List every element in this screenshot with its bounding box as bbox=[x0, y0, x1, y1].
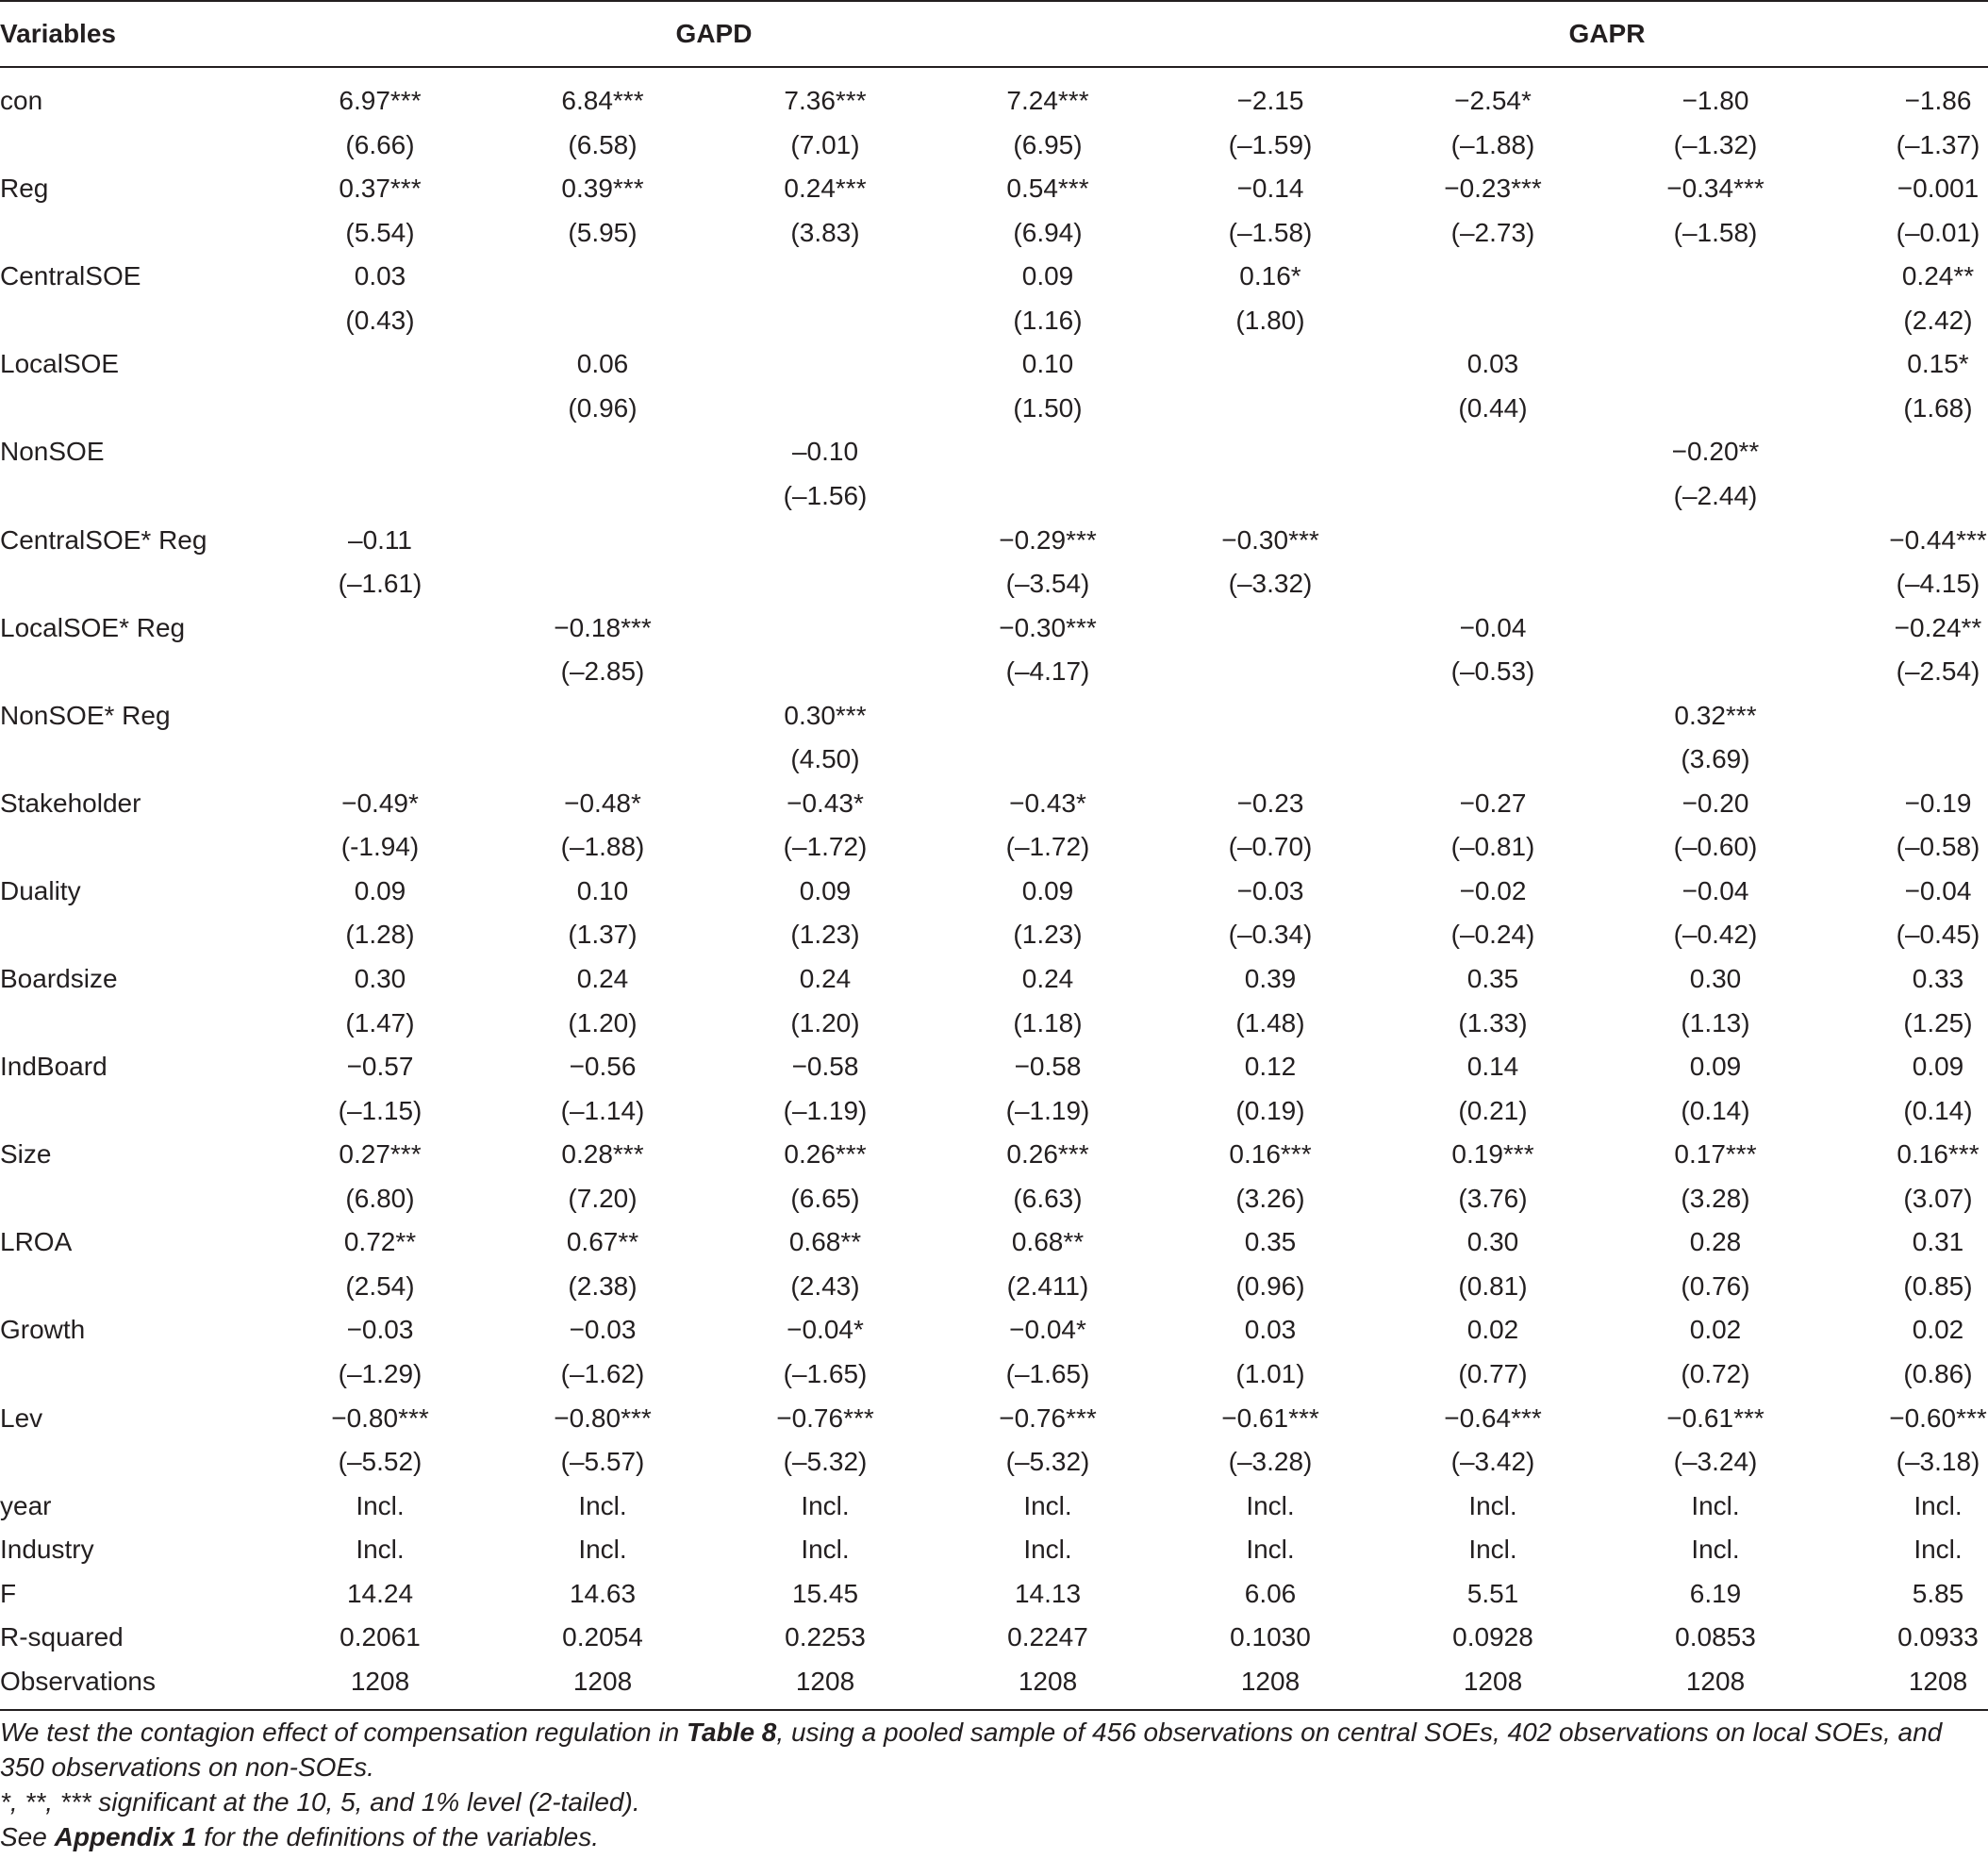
header-gapr: GAPR bbox=[1568, 19, 1646, 48]
t-stat-cell: (1.13) bbox=[1681, 1007, 1750, 1037]
coefficient-cell: −0.30*** bbox=[999, 612, 1097, 642]
t-stat-cell: (–2.85) bbox=[560, 656, 645, 687]
t-stat-cell: (1.23) bbox=[790, 920, 860, 950]
t-stat-cell: (0.19) bbox=[1235, 1095, 1305, 1125]
t-stat-cell: (0.85) bbox=[1903, 1270, 1973, 1301]
t-stat-cell: (1.01) bbox=[1235, 1358, 1305, 1388]
row-label: year bbox=[0, 1490, 52, 1520]
coefficient-cell: −0.03 bbox=[1236, 875, 1304, 905]
t-stat-cell: (–0.34) bbox=[1228, 920, 1313, 950]
row-label: NonSOE* Reg bbox=[0, 700, 171, 730]
t-stat-cell: (0.14) bbox=[1681, 1095, 1750, 1125]
t-stat-cell: (1.23) bbox=[1013, 920, 1083, 950]
t-stat-cell: (3.83) bbox=[790, 217, 860, 247]
coefficient-cell: −0.27 bbox=[1459, 788, 1527, 818]
coefficient-cell: Incl. bbox=[801, 1535, 850, 1565]
t-stat-cell: (–4.17) bbox=[1005, 656, 1090, 687]
coefficient-cell: 0.03 bbox=[1466, 349, 1519, 379]
coefficient-cell: −0.34*** bbox=[1666, 174, 1764, 204]
t-stat-cell: (0.96) bbox=[568, 392, 638, 423]
t-stat-cell: (1.37) bbox=[568, 920, 638, 950]
t-stat-cell: (3.69) bbox=[1681, 744, 1750, 774]
coefficient-cell: −0.43* bbox=[1009, 788, 1086, 818]
coefficient-cell: 0.0928 bbox=[1452, 1622, 1533, 1652]
t-stat-cell: (3.28) bbox=[1681, 1183, 1750, 1213]
coefficient-cell: 0.02 bbox=[1689, 1315, 1742, 1345]
coefficient-cell: 0.67** bbox=[566, 1227, 639, 1257]
coefficient-cell: 0.26*** bbox=[1006, 1139, 1089, 1170]
coefficient-cell: 6.19 bbox=[1689, 1578, 1742, 1608]
row-label: Reg bbox=[0, 174, 49, 204]
coefficient-cell: 6.97*** bbox=[339, 86, 422, 115]
coefficient-cell: 0.35 bbox=[1466, 964, 1519, 993]
coefficient-cell: 0.2054 bbox=[562, 1622, 643, 1652]
coefficient-cell: −1.86 bbox=[1904, 86, 1972, 115]
coefficient-cell: 0.19*** bbox=[1451, 1139, 1534, 1170]
footnote-appendix-text-b: for the definitions of the variables. bbox=[196, 1822, 599, 1851]
coefficient-cell: 0.17*** bbox=[1674, 1139, 1757, 1170]
t-stat-cell: (–1.88) bbox=[560, 832, 645, 862]
coefficient-cell: −0.20 bbox=[1682, 788, 1749, 818]
coefficient-cell: 0.72** bbox=[343, 1227, 417, 1257]
t-stat-cell: (–0.42) bbox=[1673, 920, 1758, 950]
footnote-appendix-text-a: See bbox=[0, 1822, 55, 1851]
coefficient-cell: 5.85 bbox=[1912, 1578, 1964, 1608]
t-stat-cell: (–2.54) bbox=[1896, 656, 1980, 687]
coefficient-cell: −0.24** bbox=[1894, 612, 1982, 642]
coefficient-cell: 0.09 bbox=[1689, 1052, 1742, 1082]
t-stat-cell: (–1.29) bbox=[338, 1358, 422, 1388]
t-stat-cell: (–2.44) bbox=[1673, 480, 1758, 510]
t-stat-cell: (1.28) bbox=[345, 920, 415, 950]
coefficient-cell: −0.48* bbox=[564, 788, 641, 818]
t-stat-cell: (5.95) bbox=[568, 217, 638, 247]
coefficient-cell: 1208 bbox=[1240, 1666, 1300, 1696]
t-stat-cell: (–3.18) bbox=[1896, 1447, 1980, 1477]
t-stat-cell: (2.38) bbox=[568, 1270, 638, 1301]
coefficient-cell: 6.06 bbox=[1244, 1578, 1297, 1608]
row-label: LocalSOE bbox=[0, 349, 120, 379]
coefficient-cell: −0.14 bbox=[1236, 174, 1304, 204]
t-stat-cell: (6.80) bbox=[345, 1183, 415, 1213]
coefficient-cell: Incl. bbox=[1913, 1490, 1963, 1520]
t-stat-cell: (–3.54) bbox=[1005, 569, 1090, 599]
t-stat-cell: (3.76) bbox=[1458, 1183, 1528, 1213]
coefficient-cell: 0.0853 bbox=[1675, 1622, 1756, 1652]
coefficient-cell: −0.80*** bbox=[554, 1403, 652, 1433]
coefficient-cell: 0.16*** bbox=[1229, 1139, 1312, 1170]
t-stat-cell: (0.14) bbox=[1903, 1095, 1973, 1125]
coefficient-cell: 0.15* bbox=[1907, 349, 1969, 379]
coefficient-cell: 0.16*** bbox=[1897, 1139, 1980, 1170]
t-stat-cell: (1.47) bbox=[345, 1007, 415, 1037]
coefficient-cell: −0.30*** bbox=[1221, 524, 1319, 555]
coefficient-cell: 1208 bbox=[1908, 1666, 1968, 1696]
t-stat-cell: (0.43) bbox=[345, 305, 415, 335]
coefficient-cell: −0.19 bbox=[1904, 788, 1972, 818]
t-stat-cell: (–3.28) bbox=[1228, 1447, 1313, 1477]
t-stat-cell: (–1.14) bbox=[560, 1095, 645, 1125]
t-stat-cell: (2.54) bbox=[345, 1270, 415, 1301]
coefficient-cell: Incl. bbox=[578, 1490, 627, 1520]
t-stat-cell: (–0.53) bbox=[1450, 656, 1535, 687]
coefficient-cell: Incl. bbox=[1023, 1535, 1072, 1565]
row-label: con bbox=[0, 86, 43, 115]
coefficient-cell: 14.24 bbox=[346, 1578, 414, 1608]
t-stat-cell: (–1.37) bbox=[1896, 129, 1980, 159]
t-stat-cell: (1.25) bbox=[1903, 1007, 1973, 1037]
coefficient-cell: 0.03 bbox=[1244, 1315, 1297, 1345]
t-stat-cell: (1.18) bbox=[1013, 1007, 1083, 1037]
header-gapd: GAPD bbox=[675, 19, 753, 48]
t-stat-cell: (0.77) bbox=[1458, 1358, 1528, 1388]
coefficient-cell: 0.39 bbox=[1244, 964, 1297, 993]
row-label: NonSOE bbox=[0, 437, 105, 467]
coefficient-cell: 0.54*** bbox=[1006, 174, 1089, 204]
t-stat-cell: (–0.01) bbox=[1896, 217, 1980, 247]
coefficient-cell: 0.31 bbox=[1912, 1227, 1964, 1257]
row-label: Boardsize bbox=[0, 964, 118, 993]
coefficient-cell: 1208 bbox=[795, 1666, 855, 1696]
coefficient-cell: −2.54* bbox=[1454, 86, 1532, 115]
t-stat-cell: (1.48) bbox=[1235, 1007, 1305, 1037]
footnote-sample bbox=[0, 1715, 1980, 1784]
t-stat-cell: (1.68) bbox=[1903, 392, 1973, 423]
coefficient-cell: 6.84*** bbox=[561, 86, 644, 115]
coefficient-cell: Incl. bbox=[801, 1490, 850, 1520]
t-stat-cell: (–1.88) bbox=[1450, 129, 1535, 159]
coefficient-cell: 0.1030 bbox=[1230, 1622, 1311, 1652]
coefficient-cell: −0.04* bbox=[1009, 1315, 1086, 1345]
t-stat-cell: (6.58) bbox=[568, 129, 638, 159]
coefficient-cell: 0.26*** bbox=[784, 1139, 867, 1170]
coefficient-cell: 0.24*** bbox=[784, 174, 867, 204]
t-stat-cell: (–1.19) bbox=[1005, 1095, 1090, 1125]
coefficient-cell: −0.43* bbox=[787, 788, 864, 818]
coefficient-cell: −0.04 bbox=[1459, 612, 1527, 642]
coefficient-cell: 0.2061 bbox=[340, 1622, 421, 1652]
t-stat-cell: (–0.58) bbox=[1896, 832, 1980, 862]
coefficient-cell: −0.02 bbox=[1459, 875, 1527, 905]
coefficient-cell: −0.04 bbox=[1904, 875, 1972, 905]
table-footnotes bbox=[0, 1715, 1980, 1854]
t-stat-cell: (–0.45) bbox=[1896, 920, 1980, 950]
coefficient-cell: 0.33 bbox=[1912, 964, 1964, 993]
coefficient-cell: −0.61*** bbox=[1221, 1403, 1319, 1433]
footnote-appendix-ref[interactable]: Appendix 1 bbox=[54, 1822, 197, 1851]
t-stat-cell: (–0.81) bbox=[1450, 832, 1535, 862]
footnote-sample-text-b: , using a pooled sample of 456 observations on central SOEs, 402 observations on local SOEs, and 350 observations on non-SOEs. bbox=[0, 1718, 1943, 1782]
t-stat-cell: (7.20) bbox=[568, 1183, 638, 1213]
coefficient-cell: 0.30 bbox=[1466, 1227, 1519, 1257]
row-label: Growth bbox=[0, 1315, 86, 1345]
coefficient-cell: 0.27*** bbox=[339, 1139, 422, 1170]
t-stat-cell: (1.80) bbox=[1235, 305, 1305, 335]
coefficient-cell: 1208 bbox=[1685, 1666, 1746, 1696]
t-stat-cell: (–3.42) bbox=[1450, 1447, 1535, 1477]
t-stat-cell: (–1.65) bbox=[783, 1358, 868, 1388]
coefficient-cell: Incl. bbox=[1023, 1490, 1072, 1520]
t-stat-cell: (–1.62) bbox=[560, 1358, 645, 1388]
coefficient-cell: 0.68** bbox=[788, 1227, 862, 1257]
t-stat-cell: (1.20) bbox=[568, 1007, 638, 1037]
t-stat-cell: (6.95) bbox=[1013, 129, 1083, 159]
coefficient-cell: 0.28*** bbox=[561, 1139, 644, 1170]
coefficient-cell: −0.18*** bbox=[554, 612, 652, 642]
coefficient-cell: 0.30 bbox=[354, 964, 406, 993]
table-bottom-rule bbox=[0, 1709, 1988, 1711]
t-stat-cell: (1.20) bbox=[790, 1007, 860, 1037]
coefficient-cell: 0.12 bbox=[1244, 1052, 1297, 1082]
coefficient-cell: 0.02 bbox=[1466, 1315, 1519, 1345]
row-label: Lev bbox=[0, 1403, 43, 1433]
coefficient-cell: −0.44*** bbox=[1889, 524, 1987, 555]
coefficient-cell: 0.32*** bbox=[1674, 700, 1757, 730]
t-stat-cell: (–1.19) bbox=[783, 1095, 868, 1125]
t-stat-cell: (4.50) bbox=[790, 744, 860, 774]
coefficient-cell: 0.16* bbox=[1239, 261, 1301, 291]
t-stat-cell: (–1.32) bbox=[1673, 129, 1758, 159]
t-stat-cell: (–0.24) bbox=[1450, 920, 1535, 950]
coefficient-cell: 14.63 bbox=[569, 1578, 637, 1608]
t-stat-cell: (1.50) bbox=[1013, 392, 1083, 423]
coefficient-cell: 0.03 bbox=[354, 261, 406, 291]
row-label: Industry bbox=[0, 1535, 94, 1565]
t-stat-cell: (0.21) bbox=[1458, 1095, 1528, 1125]
row-label: LocalSOE* Reg bbox=[0, 612, 186, 642]
t-stat-cell: (0.44) bbox=[1458, 392, 1528, 423]
coefficient-cell: −0.60*** bbox=[1889, 1403, 1987, 1433]
coefficient-cell: 0.10 bbox=[576, 875, 629, 905]
coefficient-cell: −2.15 bbox=[1236, 86, 1304, 115]
t-stat-cell: (–5.52) bbox=[338, 1447, 422, 1477]
t-stat-cell: (–1.58) bbox=[1673, 217, 1758, 247]
coefficient-cell: −0.04 bbox=[1682, 875, 1749, 905]
coefficient-cell: Incl. bbox=[1468, 1490, 1517, 1520]
coefficient-cell: −0.76*** bbox=[776, 1403, 874, 1433]
coefficient-cell: −0.03 bbox=[346, 1315, 414, 1345]
t-stat-cell: (0.81) bbox=[1458, 1270, 1528, 1301]
coefficient-cell: Incl. bbox=[1691, 1535, 1740, 1565]
coefficient-cell: 7.36*** bbox=[784, 86, 867, 115]
t-stat-cell: (2.42) bbox=[1903, 305, 1973, 335]
t-stat-cell: (2.43) bbox=[790, 1270, 860, 1301]
row-label: LROA bbox=[0, 1227, 73, 1257]
t-stat-cell: (–3.24) bbox=[1673, 1447, 1758, 1477]
coefficient-cell: –0.11 bbox=[348, 524, 412, 555]
coefficient-cell: Incl. bbox=[1691, 1490, 1740, 1520]
t-stat-cell: (–1.65) bbox=[1005, 1358, 1090, 1388]
coefficient-cell: 0.10 bbox=[1021, 349, 1074, 379]
t-stat-cell: (–1.61) bbox=[338, 569, 422, 599]
t-stat-cell: (–1.72) bbox=[783, 832, 868, 862]
t-stat-cell: (7.01) bbox=[790, 129, 860, 159]
table-top-rule bbox=[0, 0, 1988, 2]
coefficient-cell: 5.51 bbox=[1466, 1578, 1519, 1608]
coefficient-cell: 0.30 bbox=[1689, 964, 1742, 993]
footnote-appendix bbox=[0, 1819, 1980, 1854]
coefficient-cell: 0.09 bbox=[354, 875, 406, 905]
t-stat-cell: (–1.58) bbox=[1228, 217, 1313, 247]
coefficient-cell: 0.2253 bbox=[785, 1622, 866, 1652]
coefficient-cell: 0.28 bbox=[1689, 1227, 1742, 1257]
row-label: Size bbox=[0, 1139, 52, 1170]
coefficient-cell: 0.09 bbox=[1912, 1052, 1964, 1082]
t-stat-cell: (6.63) bbox=[1013, 1183, 1083, 1213]
t-stat-cell: (1.16) bbox=[1013, 305, 1083, 335]
coefficient-cell: −0.20** bbox=[1671, 437, 1760, 467]
footnote-table-ref[interactable]: Table 8 bbox=[686, 1718, 777, 1747]
coefficient-cell: −0.56 bbox=[569, 1052, 637, 1082]
t-stat-cell: (–3.32) bbox=[1228, 569, 1313, 599]
t-stat-cell: (3.26) bbox=[1235, 1183, 1305, 1213]
coefficient-cell: 15.45 bbox=[791, 1578, 859, 1608]
coefficient-cell: Incl. bbox=[1468, 1535, 1517, 1565]
coefficient-cell: Incl. bbox=[1913, 1535, 1963, 1565]
coefficient-cell: −0.57 bbox=[346, 1052, 414, 1082]
coefficient-cell: −0.04* bbox=[787, 1315, 864, 1345]
coefficient-cell: 1208 bbox=[350, 1666, 410, 1696]
t-stat-cell: (3.07) bbox=[1903, 1183, 1973, 1213]
row-label: R-squared bbox=[0, 1622, 124, 1652]
coefficient-cell: −0.23 bbox=[1236, 788, 1304, 818]
t-stat-cell: (2.411) bbox=[1006, 1270, 1089, 1301]
coefficient-cell: −0.03 bbox=[569, 1315, 637, 1345]
coefficient-cell: −1.80 bbox=[1682, 86, 1749, 115]
t-stat-cell: (1.33) bbox=[1458, 1007, 1528, 1037]
coefficient-cell: 0.24 bbox=[576, 964, 629, 993]
row-label: Duality bbox=[0, 875, 81, 905]
row-label: CentralSOE bbox=[0, 261, 141, 291]
coefficient-cell: Incl. bbox=[1246, 1490, 1295, 1520]
footnote-sample-text-a: We test the contagion effect of compensation regulation in bbox=[0, 1718, 687, 1747]
coefficient-cell: 0.2247 bbox=[1007, 1622, 1088, 1652]
coefficient-cell: −0.58 bbox=[791, 1052, 859, 1082]
coefficient-cell: −0.76*** bbox=[999, 1403, 1097, 1433]
coefficient-cell: Incl. bbox=[578, 1535, 627, 1565]
coefficient-cell: 0.06 bbox=[576, 349, 629, 379]
table-header-rule bbox=[0, 66, 1988, 68]
coefficient-cell: 1208 bbox=[572, 1666, 633, 1696]
row-label: Observations bbox=[0, 1666, 156, 1696]
t-stat-cell: (–2.73) bbox=[1450, 217, 1535, 247]
t-stat-cell: (–1.56) bbox=[783, 480, 868, 510]
coefficient-cell: 0.24 bbox=[799, 964, 852, 993]
t-stat-cell: (–0.60) bbox=[1673, 832, 1758, 862]
t-stat-cell: (–1.59) bbox=[1228, 129, 1313, 159]
coefficient-cell: 0.24** bbox=[1901, 261, 1975, 291]
t-stat-cell: (0.72) bbox=[1681, 1358, 1750, 1388]
t-stat-cell: (0.86) bbox=[1903, 1358, 1973, 1388]
coefficient-cell: 0.0933 bbox=[1897, 1622, 1979, 1652]
t-stat-cell: (6.66) bbox=[345, 129, 415, 159]
t-stat-cell: (-1.94) bbox=[340, 832, 420, 862]
t-stat-cell: (–0.70) bbox=[1228, 832, 1313, 862]
coefficient-cell: −0.29*** bbox=[999, 524, 1097, 555]
t-stat-cell: (–4.15) bbox=[1896, 569, 1980, 599]
coefficient-cell: Incl. bbox=[1246, 1535, 1295, 1565]
coefficient-cell: 0.37*** bbox=[339, 174, 422, 204]
footnote-significance: *, **, *** significant at the 10, 5, and 1% level (2-tailed). bbox=[0, 1787, 640, 1817]
t-stat-cell: (0.96) bbox=[1235, 1270, 1305, 1301]
t-stat-cell: (–1.72) bbox=[1005, 832, 1090, 862]
coefficient-cell: −0.23*** bbox=[1444, 174, 1542, 204]
coefficient-cell: 0.39*** bbox=[561, 174, 644, 204]
coefficient-cell: −0.49* bbox=[341, 788, 419, 818]
coefficient-cell: 0.09 bbox=[1021, 875, 1074, 905]
t-stat-cell: (0.76) bbox=[1681, 1270, 1750, 1301]
coefficient-cell: 0.09 bbox=[1021, 261, 1074, 291]
row-label: Stakeholder bbox=[0, 788, 141, 818]
coefficient-cell: 7.24*** bbox=[1006, 86, 1089, 115]
coefficient-cell: −0.58 bbox=[1014, 1052, 1082, 1082]
coefficient-cell: 1208 bbox=[1018, 1666, 1078, 1696]
coefficient-cell: −0.61*** bbox=[1666, 1403, 1764, 1433]
row-label: F bbox=[0, 1578, 17, 1608]
t-stat-cell: (6.65) bbox=[790, 1183, 860, 1213]
t-stat-cell: (–1.15) bbox=[338, 1095, 422, 1125]
coefficient-cell: 0.35 bbox=[1244, 1227, 1297, 1257]
t-stat-cell: (–5.57) bbox=[560, 1447, 645, 1477]
coefficient-cell: −0.80*** bbox=[331, 1403, 429, 1433]
coefficient-cell: 0.14 bbox=[1466, 1052, 1519, 1082]
header-variables: Variables bbox=[0, 19, 116, 48]
coefficient-cell: −0.64*** bbox=[1444, 1403, 1542, 1433]
coefficient-cell: 0.30*** bbox=[784, 700, 867, 730]
t-stat-cell: (–5.32) bbox=[1005, 1447, 1090, 1477]
coefficient-cell: –0.10 bbox=[791, 437, 859, 467]
coefficient-cell: −0.001 bbox=[1897, 174, 1980, 204]
row-label: CentralSOE* Reg bbox=[0, 524, 207, 555]
t-stat-cell: (6.94) bbox=[1013, 217, 1083, 247]
coefficient-cell: 1208 bbox=[1463, 1666, 1523, 1696]
coefficient-cell: 0.24 bbox=[1021, 964, 1074, 993]
coefficient-cell: 0.09 bbox=[799, 875, 852, 905]
coefficient-cell: 0.02 bbox=[1912, 1315, 1964, 1345]
coefficient-cell: 14.13 bbox=[1014, 1578, 1082, 1608]
t-stat-cell: (5.54) bbox=[345, 217, 415, 247]
coefficient-cell: 0.68** bbox=[1011, 1227, 1085, 1257]
coefficient-cell: Incl. bbox=[356, 1490, 405, 1520]
row-label: IndBoard bbox=[0, 1052, 108, 1082]
t-stat-cell: (–5.32) bbox=[783, 1447, 868, 1477]
coefficient-cell: Incl. bbox=[356, 1535, 405, 1565]
